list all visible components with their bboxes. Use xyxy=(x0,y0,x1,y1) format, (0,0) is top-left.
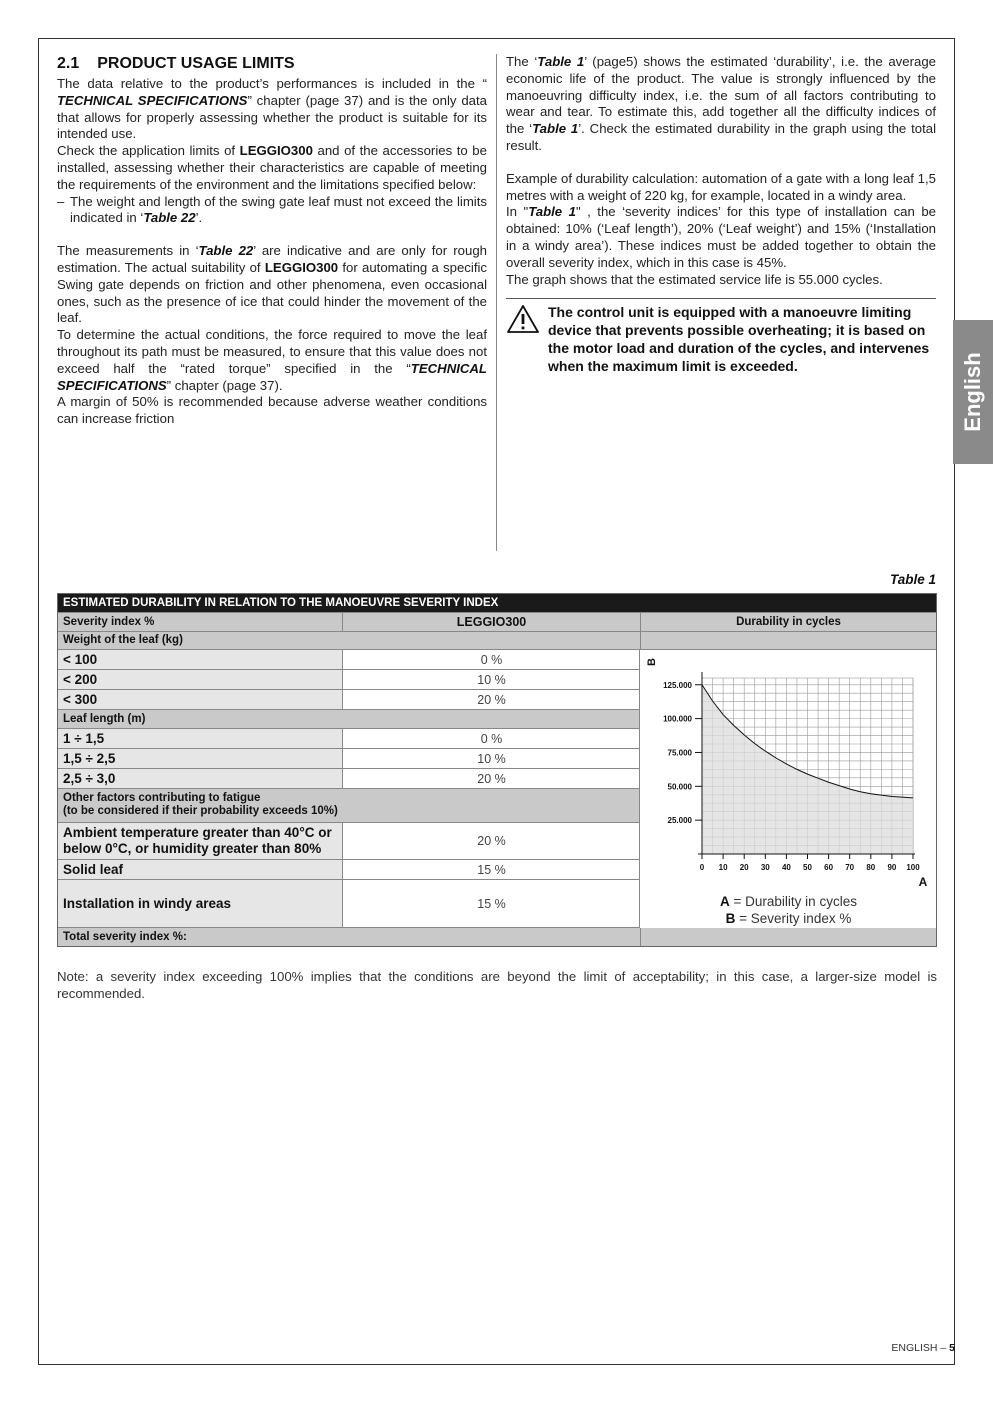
emphasis-technical-specifications: TECHNICAL SPECIFICATIONS xyxy=(57,92,248,108)
section-number: 2.1 xyxy=(57,55,80,72)
x-tick-label: 60 xyxy=(824,863,834,872)
group-label-line: Other factors contributing to fatigue xyxy=(63,792,261,804)
text-run: In " xyxy=(506,204,529,220)
text-run: Check the application limits of xyxy=(57,143,240,159)
section-heading xyxy=(57,54,487,74)
row-label: 1 ÷ 1,5 xyxy=(58,729,342,748)
right-column xyxy=(506,54,936,375)
section-title: PRODUCT USAGE LIMITS xyxy=(97,55,295,72)
text-run: ” chapter (page 37). xyxy=(166,377,283,393)
table-header-row xyxy=(58,612,936,631)
row-label: Installation in windy areas xyxy=(58,880,342,927)
x-tick-label: 70 xyxy=(845,863,855,872)
text-run: for automating a specific Swing gate depends on friction and other phenomena, even occasional ones, such as the presence of ice that could hinder the movement of the leaf. xyxy=(57,259,488,326)
y-tick-label: 25.000 xyxy=(667,816,692,826)
x-tick-label: 80 xyxy=(866,863,876,872)
table-reference: Table 1 xyxy=(528,204,576,220)
left-paragraph-1 xyxy=(57,76,487,143)
group-label-line: (to be considered if their probability exceeds 10%) xyxy=(63,805,338,817)
warning-text: The control unit is equipped with a manoeuvre limiting device that prevents possible overheating; it is based on the motor load and duration of the cycles, and intervenes when the maximum limit is exceeded. xyxy=(548,304,930,375)
legend-b-key: B xyxy=(725,911,736,926)
page-number: 5 xyxy=(949,1342,955,1354)
x-tick-label: 100 xyxy=(906,863,920,872)
text-run: ’ (page5) shows the estimated ‘durability’, i.e. the average economic life of the product. The value is strongly influenced by the manoeuvring difficulty index, i.e. the sum of all factors contributing to wear and tear. To estimate this, add together all the difficulty indices of the ‘ xyxy=(506,54,936,137)
text-run: To determine the actual conditions, the force required to move the leaf throughout its path must be measured, to ensure that this value does not exceed half the “rated torque” specified in the “ xyxy=(57,327,487,376)
left-paragraph-3 xyxy=(57,243,487,327)
row-value: 20 % xyxy=(342,769,640,788)
language-tab-label: English xyxy=(960,352,985,432)
y-tick-label: 125.000 xyxy=(663,680,692,690)
legend-a-text: = Durability in cycles xyxy=(729,894,857,909)
text-run: ’. Check the estimated durability in the graph using the total result. xyxy=(506,121,936,153)
bullet-dash: – xyxy=(57,193,65,209)
row-label-line: below 0°C, or humidity greater than 80% xyxy=(63,841,322,856)
row-value: 0 % xyxy=(342,650,640,669)
row-label xyxy=(58,823,342,859)
warning-triangle-icon xyxy=(506,303,548,375)
product-name: LEGGIO300 xyxy=(264,259,339,275)
text-run: The weight and length of the swing gate leaf must not exceed the limits indicated in ‘ xyxy=(70,193,487,226)
row-value: 15 % xyxy=(342,880,640,927)
y-tick-label: 100.000 xyxy=(663,714,692,724)
warning-box xyxy=(506,298,936,375)
legend-a-key: A xyxy=(720,894,730,909)
group-label: Leaf length (m) xyxy=(63,712,146,725)
x-tick-label: 0 xyxy=(699,863,705,872)
y-tick-label: 50.000 xyxy=(667,782,692,792)
text-run: ’ are indicative and are only for rough estimation. The actual suitability of xyxy=(57,243,487,275)
text-run: ” chapter (page 37) and is the only data that allows for properly assessing whether the product is suitable for its intended use. xyxy=(57,92,487,142)
text-run: and of the accessories to be installed, assessing whether their characteristics are capable of meeting the requirements of the environment and the limitations specified below: xyxy=(57,143,487,192)
legend-a xyxy=(640,894,937,909)
row-label: < 300 xyxy=(58,690,342,709)
row-value: 10 % xyxy=(342,749,640,768)
text-run: " , the ‘severity indices’ for this type of installation can be obtained: 10% (‘Leaf length’), 20% (‘Leaf weight’) and 15% (‘Installation in a windy area’). These indices must be added together to obtain the overall severity index, which in this case is 45%. xyxy=(506,204,937,270)
legend-b xyxy=(640,911,937,926)
limit-bullet xyxy=(57,194,487,228)
text-run: The ‘ xyxy=(506,54,538,69)
row-label: < 200 xyxy=(58,670,342,689)
product-name: LEGGIO300 xyxy=(239,143,313,159)
legend-b-text: = Severity index % xyxy=(735,911,852,926)
row-value: 10 % xyxy=(342,670,640,689)
total-row xyxy=(58,927,936,946)
row-value: 20 % xyxy=(342,823,640,859)
row-label: Solid leaf xyxy=(58,860,342,879)
row-label: 2,5 ÷ 3,0 xyxy=(58,769,342,788)
header-leggio300: LEGGIO300 xyxy=(342,613,640,631)
page-footer xyxy=(800,1342,955,1354)
text-run: The measurements in ‘ xyxy=(57,243,199,259)
x-tick-label: 90 xyxy=(887,863,897,872)
table-reference: Table 22 xyxy=(198,243,254,259)
header-severity-index: Severity index % xyxy=(63,615,155,628)
y-tick-label: 75.000 xyxy=(667,748,692,758)
table-reference: Table 1 xyxy=(537,54,585,69)
table-title: ESTIMATED DURABILITY IN RELATION TO THE MANOEUVRE SEVERITY INDEX xyxy=(58,594,936,612)
chart-svg xyxy=(640,650,937,890)
total-label: Total severity index %: xyxy=(63,930,187,943)
language-tab xyxy=(953,320,993,464)
right-paragraph-4: The graph shows that the estimated service life is 55.000 cycles. xyxy=(506,271,883,287)
row-value: 15 % xyxy=(342,860,640,879)
footer-label: ENGLISH – xyxy=(891,1342,950,1354)
row-value: 20 % xyxy=(342,690,640,709)
right-paragraph-1 xyxy=(506,54,936,155)
column-divider xyxy=(496,54,497,551)
table-reference: Table 22 xyxy=(143,210,196,226)
left-paragraph-4 xyxy=(57,327,487,394)
row-label-line: Ambient temperature greater than 40°C or xyxy=(63,825,332,840)
bullet-text xyxy=(70,194,487,228)
group-label: Weight of the leaf (kg) xyxy=(63,634,183,646)
x-tick-label: 10 xyxy=(718,863,728,872)
table-reference: Table 1 xyxy=(532,121,579,137)
left-paragraph-2 xyxy=(57,143,487,193)
x-tick-label: 50 xyxy=(803,863,812,872)
emphasis-technical-specifications: TECHNICAL SPECIFICATIONS xyxy=(57,360,487,393)
footnote: Note: a severity index exceeding 100% implies that the conditions are beyond the limit of acceptability; in this case, a larger-size model is recommended. xyxy=(57,969,937,1001)
y-axis-letter: B xyxy=(646,658,658,666)
text-run: The data relative to the product’s performances is included in the “ xyxy=(57,76,487,91)
left-paragraph-5: A margin of 50% is recommended because adverse weather conditions can increase friction xyxy=(57,394,487,427)
x-tick-label: 20 xyxy=(739,863,749,872)
x-tick-label: 30 xyxy=(760,863,770,872)
group-label xyxy=(58,789,640,822)
row-label: 1,5 ÷ 2,5 xyxy=(58,749,342,768)
header-durability: Durability in cycles xyxy=(640,613,936,631)
right-paragraph-3 xyxy=(506,204,936,271)
row-value: 0 % xyxy=(342,729,640,748)
table-caption: Table 1 xyxy=(889,572,936,587)
row-label: < 100 xyxy=(58,650,342,669)
left-column xyxy=(57,54,487,428)
x-tick-label: 40 xyxy=(781,863,791,872)
right-paragraph-2: Example of durability calculation: automation of a gate with a long leaf 1,5 metres with a weight of 220 kg, for example, located in a windy area. xyxy=(506,170,936,203)
group-row-weight xyxy=(58,631,936,649)
text-run: ’. xyxy=(195,210,203,226)
durability-chart xyxy=(639,650,936,928)
x-axis-letter: A xyxy=(918,875,928,889)
